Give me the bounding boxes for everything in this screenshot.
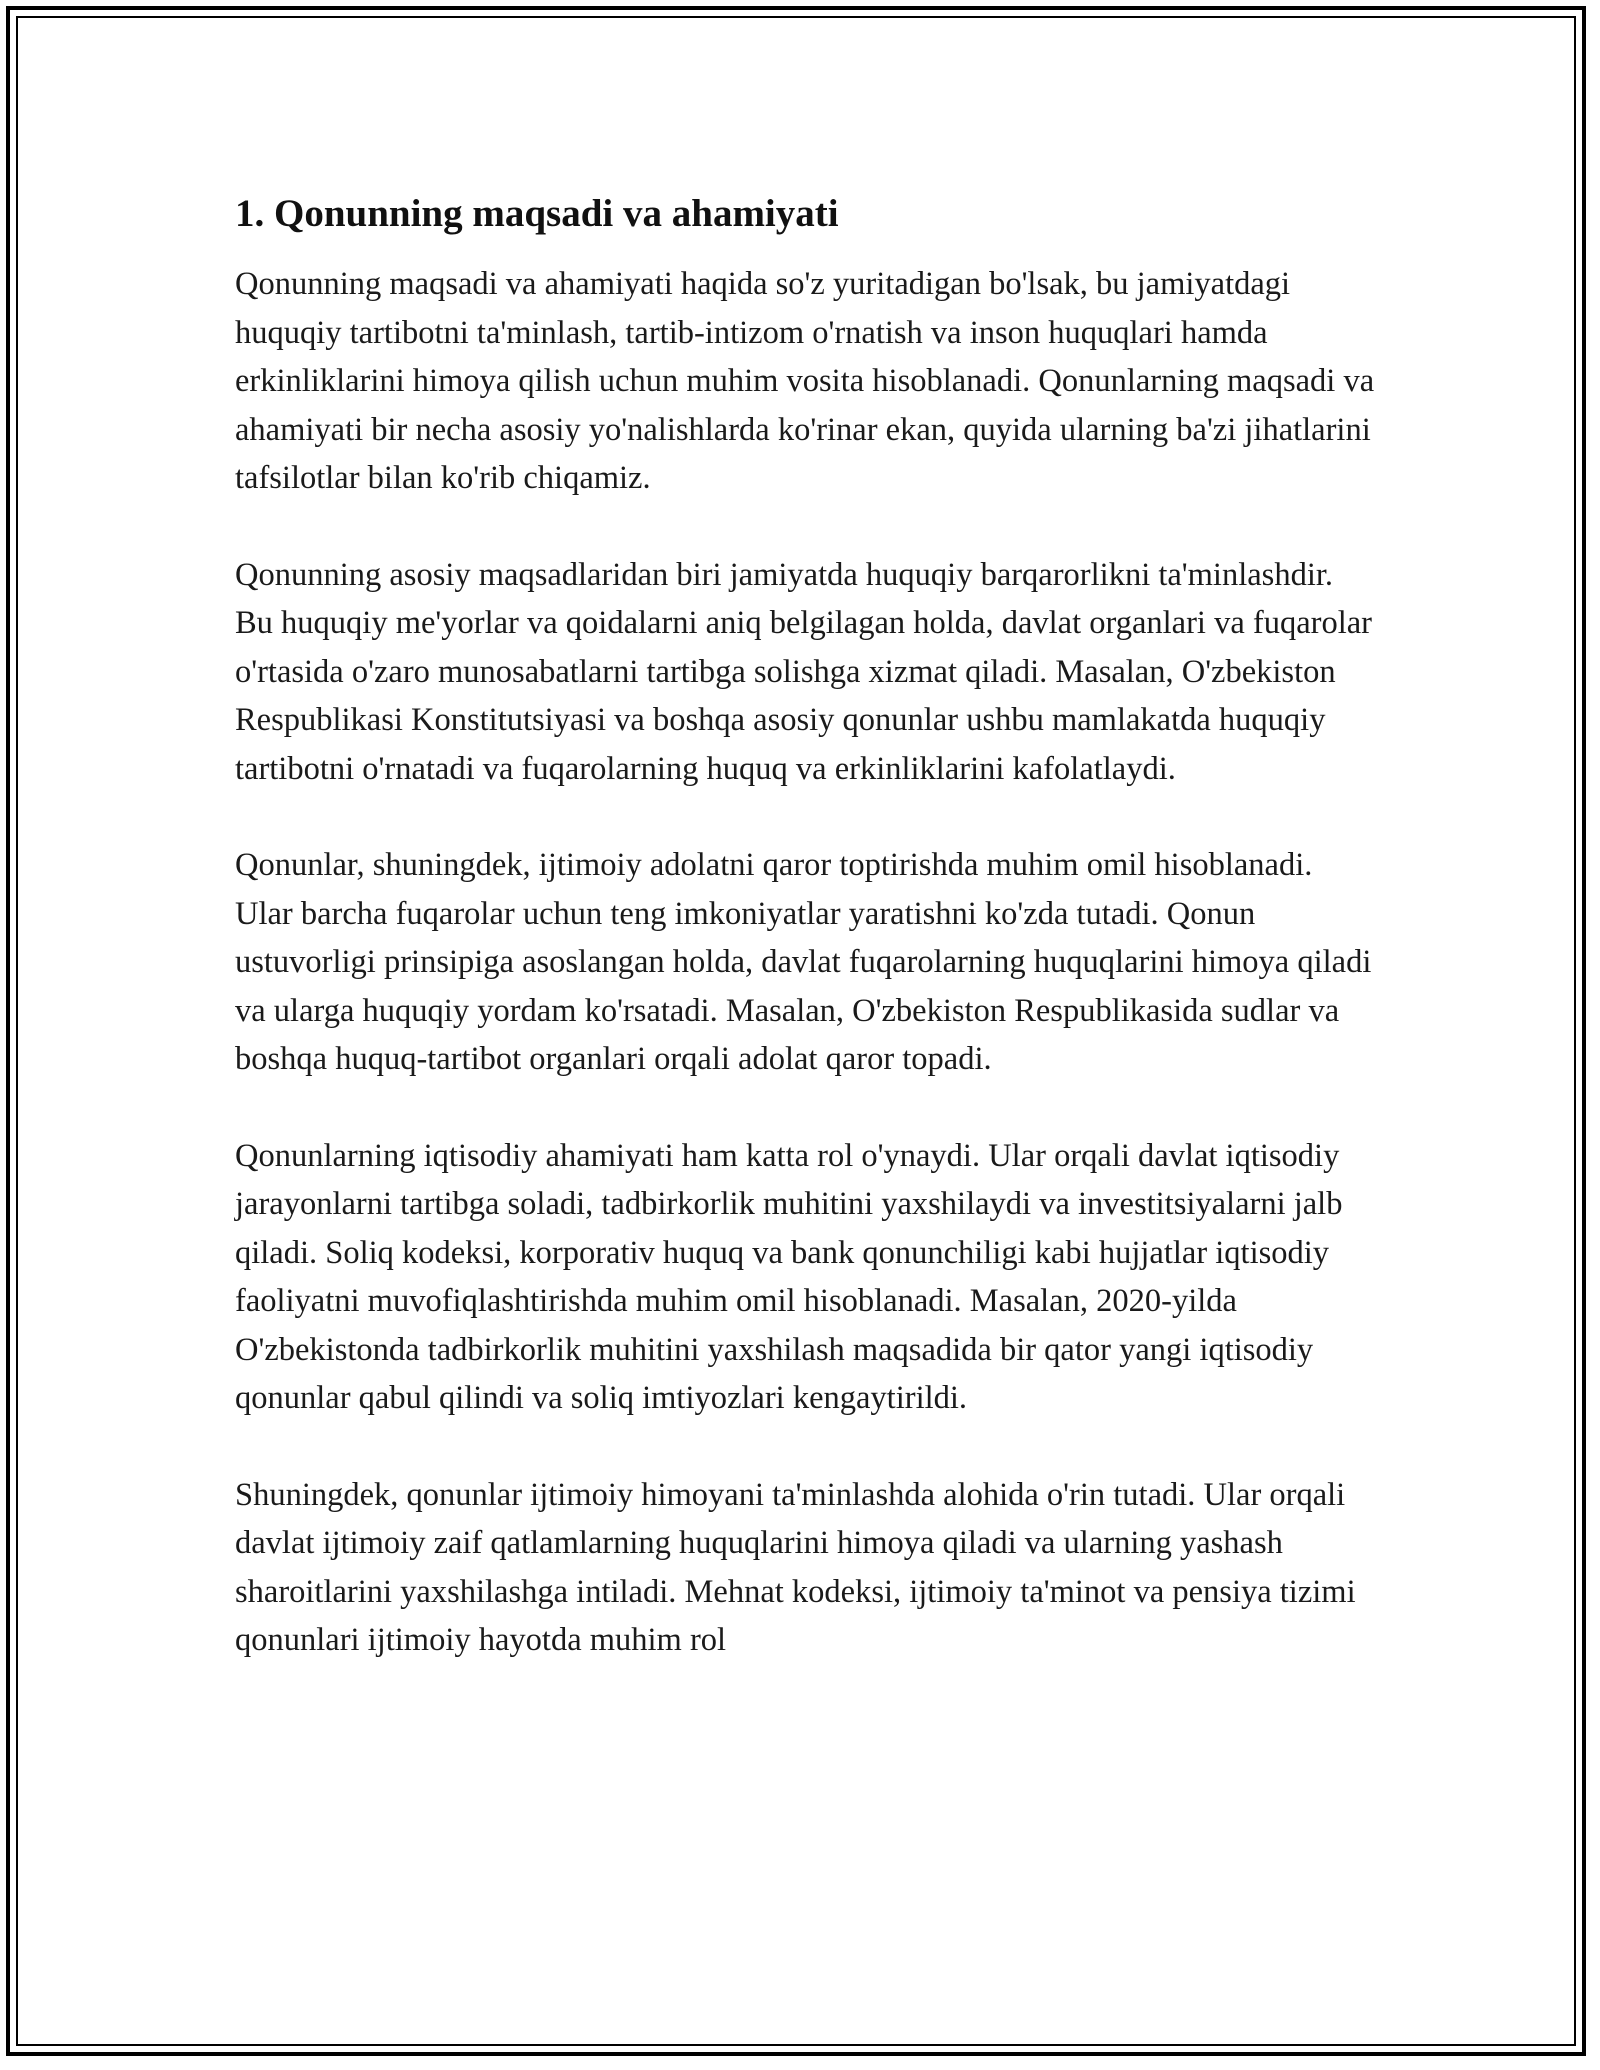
paragraph: Qonunning maqsadi va ahamiyati haqida so'z yuritadigan bo'lsak, bu jamiyatdagi huquqiy tartibotni ta'minlash, tartib-intizom o'rnatish va inson huquqlari hamda erkinliklarini himoya qilish uchun muhim vosita hisoblanadi. Qonunlarning maqsadi va ahamiyati bir necha asosiy yo'nalishlarda ko'rinar ekan, quyida ularning ba'zi jihatlarini tafsilotlar bilan ko'rib chiqamiz. xyxy=(235,266,1375,496)
paragraph: Qonunning asosiy maqsadlaridan biri jamiyatda huquqiy barqarorlikni ta'minlashdir. Bu huquqiy me'yorlar va qoidalarni aniq belgilagan holda, davlat organlari va fuqarolar o'rtasida o'zaro munosabatlarni tartibga solishga xizmat qiladi. Masalan, O'zbekiston Respublikasi Konstitutsiyasi va boshqa asosiy qonunlar ushbu mamlakatda huquqiy tartibotni o'rnatadi va fuqarolarning huquq va erkinliklarini kafolatlaydi. xyxy=(235,556,1372,787)
section-heading: 1. Qonunning maqsadi va ahamiyati xyxy=(235,192,839,235)
paragraph: Qonunlar, shuningdek, ijtimoiy adolatni qaror toptirishda muhim omil hisoblanadi. Ular barcha fuqarolar uchun teng imkoniyatlar yaratishni ko'zda tutadi. Qonun ustuvorligi prinsipiga asoslangan holda, davlat fuqarolarning huquqlarini himoya qiladi va ularga huquqiy yordam ko'rsatadi. Masalan, O'zbekiston Respublikasida sudlar va boshqa huquq-tartibot organlari orqali adolat qaror topadi. xyxy=(235,847,1372,1077)
paragraph: Qonunlarning iqtisodiy ahamiyati ham katta rol o'ynaydi. Ular orqali davlat iqtisodiy jarayonlarni tartibga soladi, tadbirkorlik muhitini yaxshilaydi va investitsiyalarni jalb qiladi. Soliq kodeksi, korporativ huquq va bank qonunchiligi kabi hujjatlar iqtisodiy faoliyatni muvofiqlashtirishda muhim omil hisoblanadi. Masalan, 2020-yilda O'zbekistonda tadbirkorlik muhitini yaxshilash maqsadida bir qator yangi iqtisodiy qonunlar qabul qilindi va soliq imtiyozlari kengaytirildi. xyxy=(235,1137,1343,1416)
document-body xyxy=(235,186,1375,1713)
paragraph: Shuningdek, qonunlar ijtimoiy himoyani ta'minlashda alohida o'rin tutadi. Ular orqali davlat ijtimoiy zaif qatlamlarning huquqlarini himoya qiladi va ularning yashash sharoitlarini yaxshilashga intiladi. Mehnat kodeksi, ijtimoiy ta'minot va pensiya tizimi qonunlari ijtimoiy hayotda muhim rol xyxy=(235,1476,1356,1658)
